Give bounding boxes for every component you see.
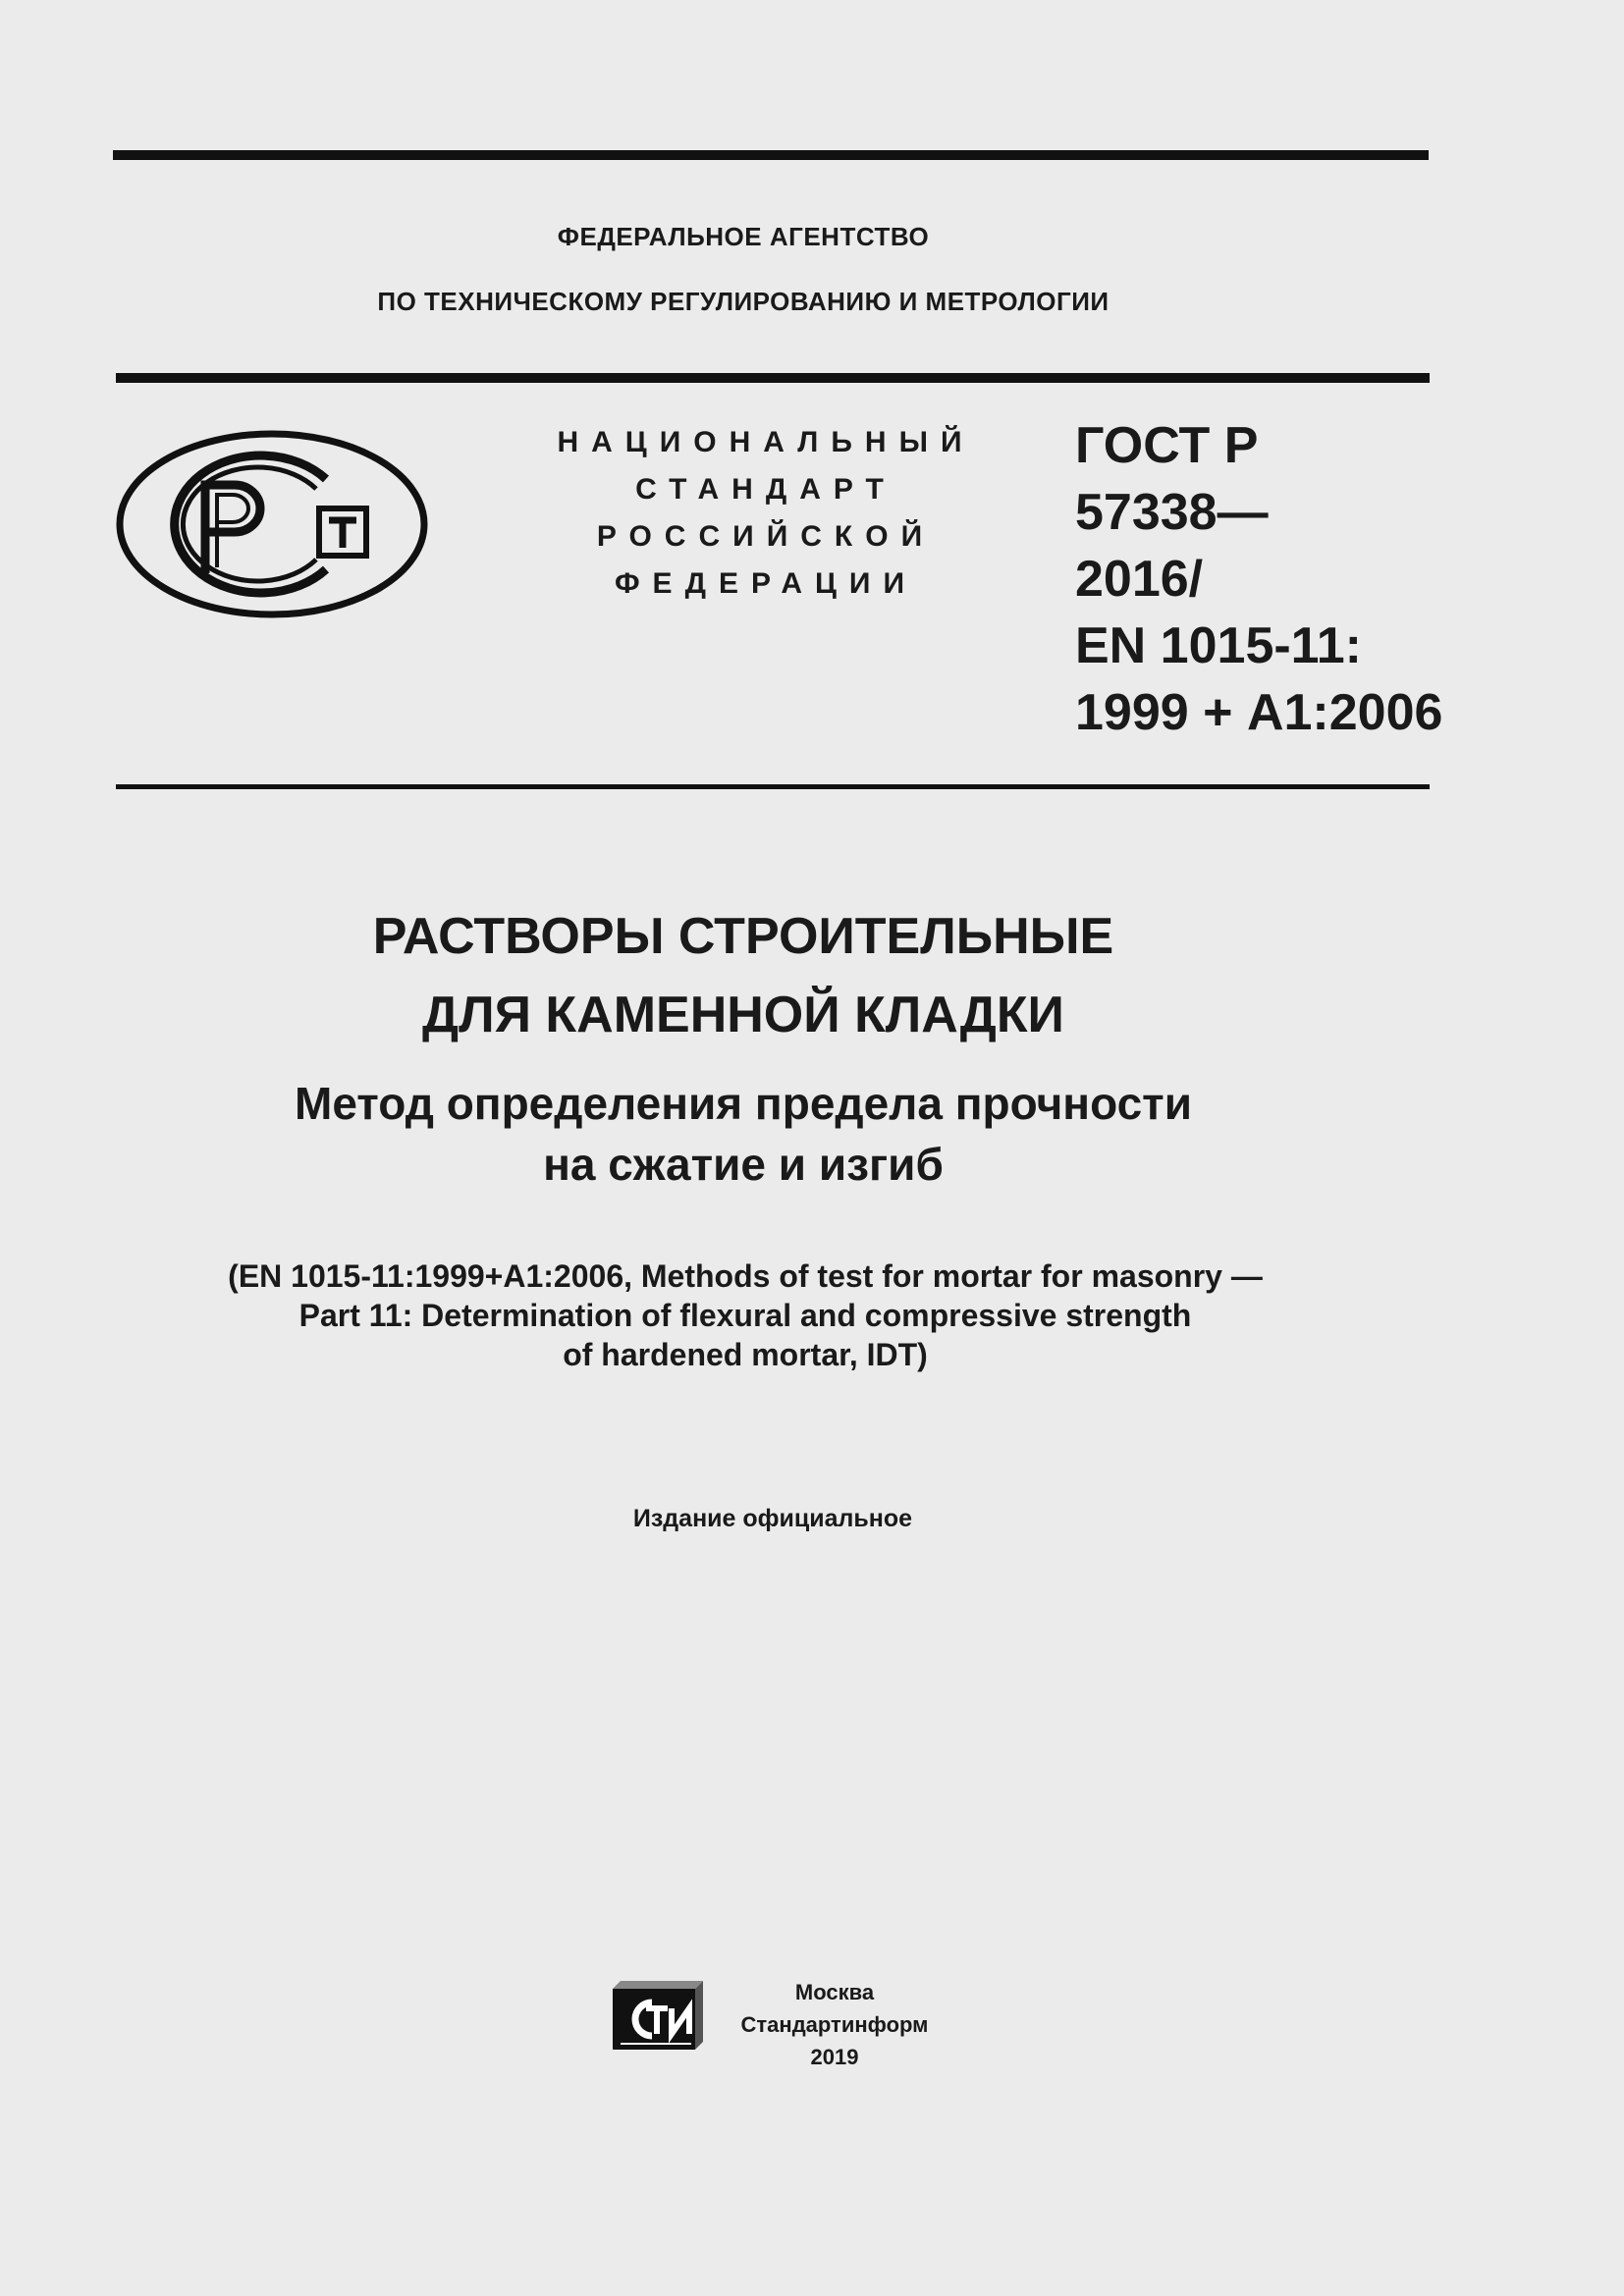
national-standard-line: ФЕДЕРАЦИИ [614,567,918,600]
standartinform-logo-icon [609,1979,707,2056]
gost-number [1075,412,1442,746]
edition-label: Издание официальное [632,1505,913,1532]
gost-number-line: 2016/ [1075,551,1204,608]
english-title [0,1256,1557,1374]
rst-logo-icon [115,428,429,620]
title-line: ДЛЯ КАМЕННОЙ КЛАДКИ [422,987,1064,1043]
national-standard-line: СТАНДАРТ [635,473,896,506]
publisher-block [727,1976,943,2073]
subtitle-line: Метод определения предела прочности [295,1078,1192,1129]
national-standard-line: НАЦИОНАЛЬНЫЙ [557,426,975,458]
publisher-name: Стандартинформ [740,2012,929,2037]
gost-number-line: 1999 + А1:2006 [1075,684,1443,741]
header-bottom-rule [116,784,1430,789]
document-title [0,897,1555,1054]
gost-number-line: EN 1015-11: [1075,617,1362,674]
gost-number-line: 57338— [1075,484,1269,541]
subtitle-line: на сжатие и изгиб [543,1139,944,1190]
national-standard-label [530,419,1001,608]
agency-line-2: ПО ТЕХНИЧЕСКОМУ РЕГУЛИРОВАНИЮ И МЕТРОЛОГИИ [377,287,1110,316]
top-rule [113,150,1429,160]
agency-line-1: ФЕДЕРАЛЬНОЕ АГЕНТСТВО [557,222,930,251]
publisher-year: 2019 [810,2045,859,2069]
title-line: РАСТВОРЫ СТРОИТЕЛЬНЫЕ [372,908,1114,965]
document-subtitle [0,1073,1555,1195]
english-title-line: Part 11: Determination of flexural and compressive strength [298,1298,1192,1333]
gost-number-line: ГОСТ Р [1075,417,1259,474]
english-title-line: of hardened mortar, IDT) [563,1337,928,1372]
national-standard-line: РОССИЙСКОЙ [596,520,936,553]
publisher-city: Москва [794,1980,875,2004]
header-rule [116,373,1430,383]
english-title-line: (EN 1015-11:1999+A1:2006, Methods of test for mortar for masonry — [228,1258,1263,1294]
